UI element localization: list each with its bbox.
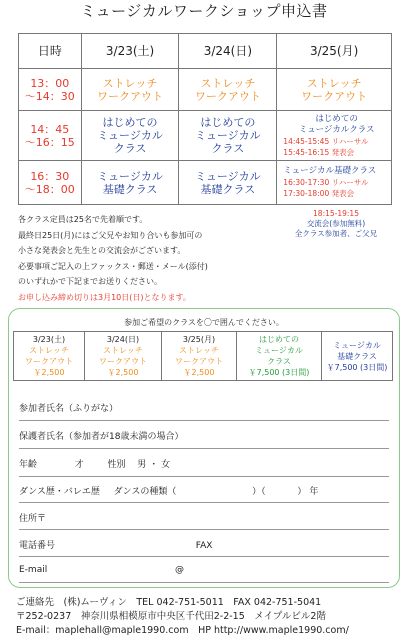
time-end: ～16：15 [24,135,75,149]
option-cell[interactable] [162,332,237,381]
schedule-cell [179,111,277,161]
header-day1: 3/23(土) [81,34,179,69]
address-field[interactable] [19,529,389,530]
option-price: ￥2,500 [183,368,215,377]
paren-mid: ）（ [252,487,266,497]
form-title: 参加ご希望のクラスを〇で囲んでください。 [124,318,284,327]
dance-field[interactable] [19,502,389,503]
note-line: 小さな発表会と先生との交流会がございます。 [18,246,186,255]
option-price: ￥7,500 (3日間) [248,368,310,377]
option-name: ストレッチ [29,346,69,355]
option-price: ￥2,500 [107,368,139,377]
schedule-cell [277,161,392,205]
class-name: ワークアウト [97,89,164,103]
footer-address: 〒252-0237 神奈川県相模原市中央区千代田2-2-15 メイプルビル2階 [16,611,326,622]
schedule-cell [81,111,179,161]
class-name: ストレッチ [200,76,256,90]
option-name: ワークアウト [175,357,223,366]
time-slot-3 [19,161,82,205]
time-slot-1 [19,69,82,111]
option-date: 3/25(月) [182,335,216,344]
schedule-cell [81,69,179,111]
option-name: クラス [267,357,291,366]
class-name: はじめての [102,116,158,129]
class-name: ミュージカル [97,129,163,142]
class-name: ワークアウト [301,89,368,103]
option-name: 基礎クラス [337,351,377,361]
paren-close: ） [297,487,307,497]
class-name: はじめての [200,116,256,129]
social-title: 交流会(参加無料) [306,219,366,228]
social-audience: 全クラス参加者、ご父兄 [294,229,378,238]
class-name: ミュージカル [195,129,261,142]
note-line: 必要事項ご記入の上ファックス・郵送・メール(添付) [18,261,208,271]
class-name: ミュージカル [97,169,163,183]
class-name: 基礎クラス [200,182,256,196]
schedule-cell [179,69,277,111]
header-day2: 3/24(日) [179,34,277,69]
schedule-cell [277,111,392,161]
recital-time: 15:45-16:15 発表会 [283,147,355,157]
rehearsal-time: 16:30-17:30 リハーサル [283,178,369,187]
class-name: 基礎クラス [102,182,158,196]
schedule-cell [179,161,277,205]
class-name: ワークアウト [194,89,261,103]
age-gender-row [19,457,170,470]
furigana-label: 参加者氏名（ふりがな） [19,404,119,414]
time-slot-2 [19,111,82,161]
class-name: ストレッチ [102,76,158,90]
option-cell[interactable] [237,332,322,381]
guardian-label: 保護者氏名（参加者が18歳未満の場合） [19,432,184,442]
application-form [8,308,400,588]
schedule-table [18,33,392,205]
header-datetime: 日時 [19,34,82,69]
time-start: 16：30 [30,169,70,183]
footer-email: E-mail：maplehall@maple1990.com HP http://www.maple1990.com/ [16,625,349,636]
dance-label: ダンス歴・バレエ歴 [19,487,100,497]
gender-label: 性別 [107,460,126,470]
recital-time: 17:30-18:00 発表会 [283,189,355,198]
option-date: 3/24(日) [106,335,140,344]
time-start: 14：45 [30,122,70,136]
age-label: 年齢 [19,460,38,470]
at-sign: @ [174,565,184,575]
class-name: ストレッチ [306,76,362,90]
note-line: 最終日25日(月)にはご父兄やお知り合いも参加可の [18,230,203,240]
option-name: はじめての [259,335,299,344]
option-name: ストレッチ [179,346,219,355]
option-date: 3/23(土) [32,335,66,344]
schedule-cell [81,161,179,205]
option-cell[interactable] [14,332,85,381]
gender-male-option[interactable]: 男 [137,460,147,470]
phone-fax-row [19,538,212,551]
deadline-notice: お申し込み締め切りは3月10日(日)となります。 [18,292,191,302]
class-options-table [13,331,393,381]
address-label: 住所〒 [19,514,47,524]
phone-fax-field[interactable] [19,556,389,557]
dance-kind-label: ダンスの種類（ [113,487,177,497]
header-day3: 3/25(月) [277,34,392,69]
phone-label: 電話番号 [19,541,56,551]
age-gender-field[interactable] [19,476,389,477]
social-time: 18:15-19:15 [313,209,359,218]
notes [18,212,398,305]
option-cell[interactable] [322,332,393,381]
page-title: ミュージカルワークショップ申込書 [80,2,328,20]
option-name: ミュージカル [255,346,303,355]
email-row [19,565,184,575]
class-name: ミュージカルクラス [298,124,375,135]
rehearsal-time: 14:45-15:45 リハーサル [283,136,369,146]
guardian-field[interactable] [19,448,389,449]
time-start: 13：00 [30,76,70,90]
option-name: ワークアウト [99,357,147,366]
year-label: 年 [309,487,319,497]
option-cell[interactable] [85,332,162,381]
footer [16,596,349,638]
option-name: ストレッチ [103,346,143,355]
age-unit: 才 [74,460,84,470]
note-line: 各クラス定員は25名で先着順です。 [18,215,148,224]
class-name: クラス [113,142,147,155]
option-name: ワークアウト [25,357,73,366]
gender-separator: ・ [149,460,159,470]
email-field[interactable] [19,582,389,583]
fax-label: FAX [195,541,213,551]
email-label: E-mail [19,565,48,575]
time-end: ～14：30 [24,89,75,103]
class-name: ミュージカル基礎クラス [283,166,377,176]
class-name: はじめての [315,113,358,124]
schedule-cell [277,69,392,111]
class-name: クラス [211,142,245,155]
gender-female-option[interactable]: 女 [161,460,171,470]
option-price: ￥7,500 (3日間) [326,362,388,372]
option-price: ￥2,500 [33,368,65,377]
note-line: のいずれかで下記までお送りください。 [18,277,162,286]
furigana-field[interactable] [19,420,389,421]
footer-contact: ご連絡先 (株)ムーヴィン TEL 042-751-5011 FAX 042-751-5041 [16,597,322,608]
option-name: ミュージカル [333,340,381,350]
class-name: ミュージカル [195,169,261,183]
time-end: ～18：00 [24,182,75,196]
dance-row [19,484,318,497]
